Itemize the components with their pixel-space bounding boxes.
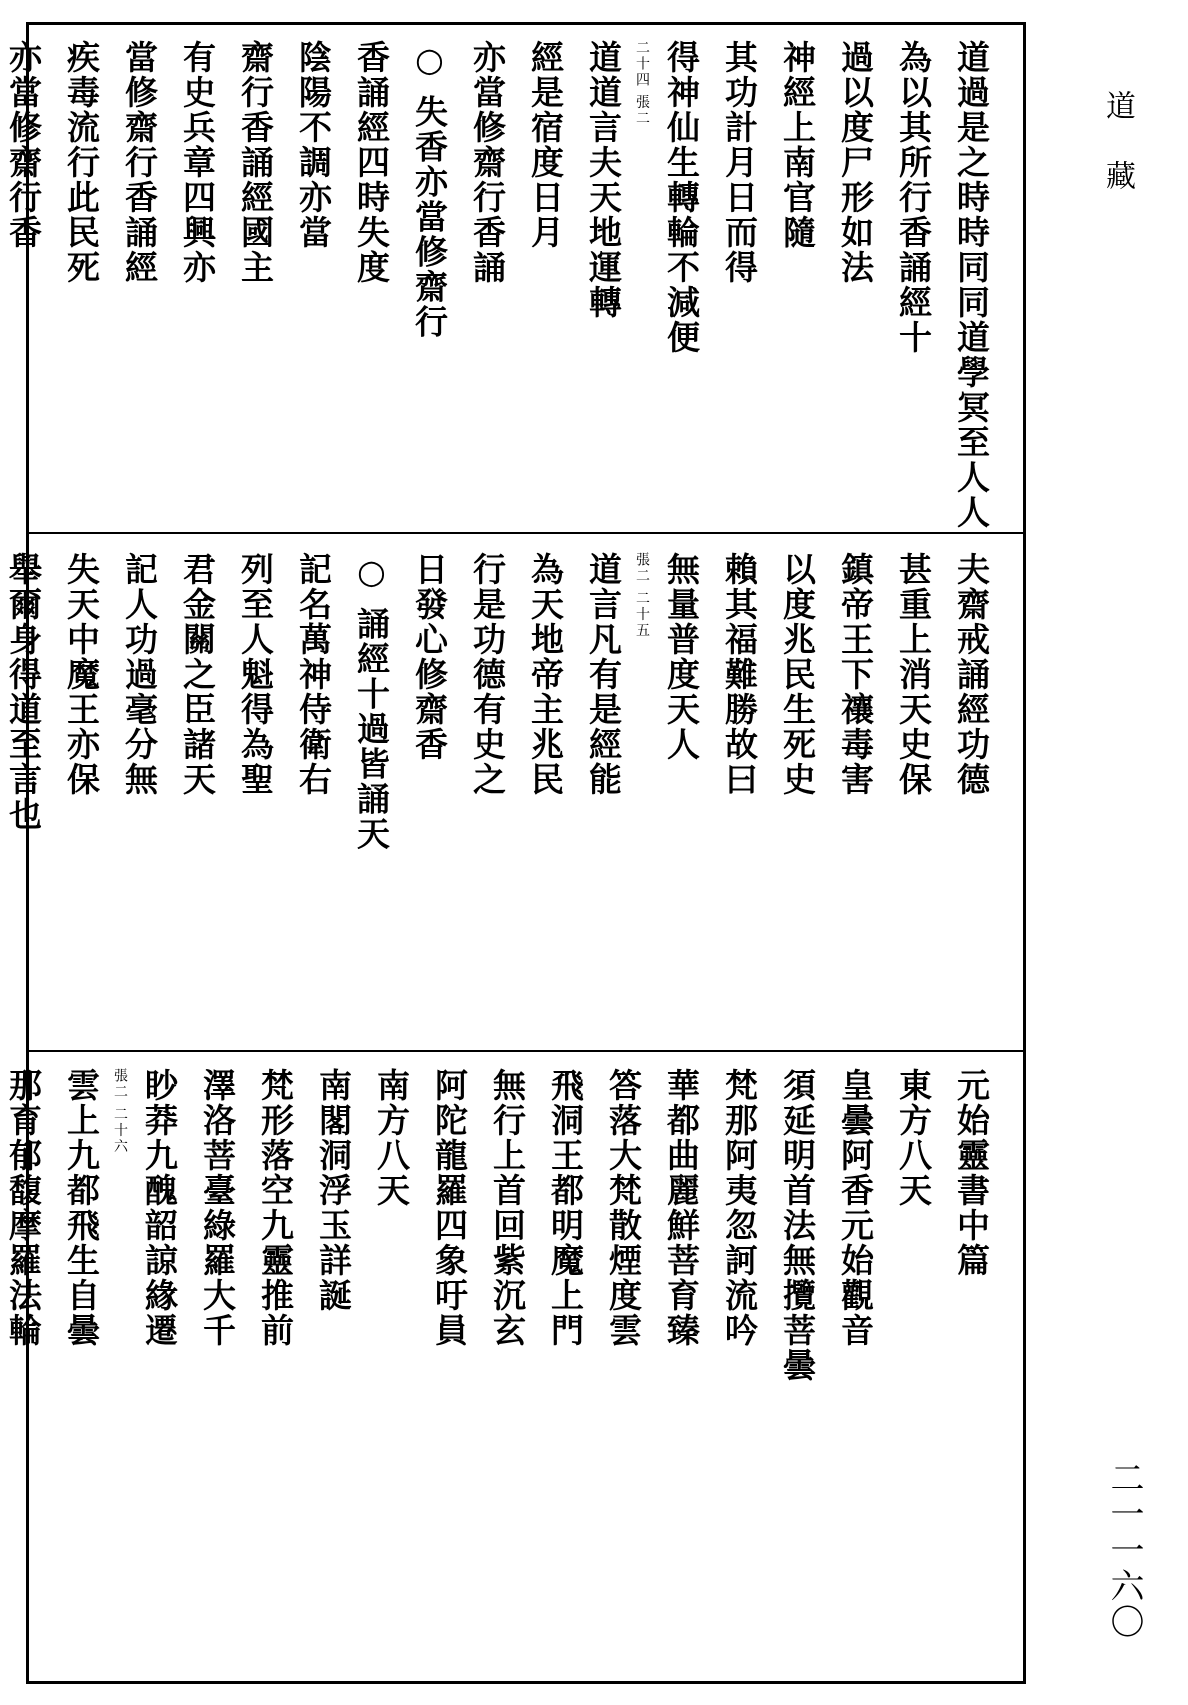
text-panel-3 bbox=[4, 1068, 1000, 1668]
text-column: ○ 誦經十過皆誦天 bbox=[352, 552, 391, 852]
text-column: 失天中魔王亦保 bbox=[62, 552, 101, 797]
text-column: 賴其福難勝故曰 bbox=[720, 552, 759, 797]
text-column: 華都曲麗鮮菩育臻 bbox=[662, 1068, 701, 1348]
text-column: 須延明首法無攬菩曇 bbox=[778, 1068, 817, 1383]
margin-title: 道藏 bbox=[1100, 90, 1135, 230]
text-column: 君金關之臣諸天 bbox=[178, 552, 217, 797]
text-column: 為以其所行香誦經十 bbox=[894, 40, 933, 355]
text-column: 鎮帝王下禳毒害 bbox=[836, 552, 875, 797]
text-column: 梵形落空九靈推前 bbox=[256, 1068, 295, 1348]
text-column: 夫齋戒誦經功德 bbox=[952, 552, 991, 797]
text-column: 南方八天 bbox=[372, 1068, 411, 1208]
folio-marker: 張二 二十五 bbox=[634, 552, 650, 639]
text-column: 疾毒流行此民死 bbox=[62, 40, 101, 285]
text-column: 陰陽不調亦當 bbox=[294, 40, 333, 250]
text-column: 那育郁馥摩羅法輪 bbox=[4, 1068, 43, 1348]
text-column: 舉爾身得道至言也 bbox=[4, 552, 43, 832]
text-column: 答落大梵散煙度雲 bbox=[604, 1068, 643, 1348]
text-column: 得神仙生轉輪不減便 bbox=[662, 40, 701, 355]
text-column: 其功計月日而得 bbox=[720, 40, 759, 285]
text-column: 道道言夫天地運轉 bbox=[584, 40, 623, 320]
text-column: 道言凡有是經能 bbox=[584, 552, 623, 797]
text-panel-1 bbox=[4, 40, 1000, 530]
text-panel-2 bbox=[4, 552, 1000, 1032]
text-column: 甚重上消天史保 bbox=[894, 552, 933, 797]
text-column: 記人功過毫分無 bbox=[120, 552, 159, 797]
text-column: 道過是之時時同同道學冥至人人 bbox=[952, 40, 991, 530]
text-column: 以度兆民生死史 bbox=[778, 552, 817, 797]
text-column: 亦當修齋行香 bbox=[4, 40, 43, 250]
text-column: 行是功德有史之 bbox=[468, 552, 507, 797]
text-column: 過以度尸形如法 bbox=[836, 40, 875, 285]
text-column: 列至人魁得為聖 bbox=[236, 552, 275, 797]
text-column: 有史兵章四興亦 bbox=[178, 40, 217, 285]
panel-divider-2 bbox=[26, 1050, 1026, 1052]
text-column: 東方八天 bbox=[894, 1068, 933, 1208]
page-number: 二一一六〇 bbox=[1104, 1460, 1144, 1640]
text-column: 皇曇阿香元始觀音 bbox=[836, 1068, 875, 1348]
text-column: 飛洞王都明魔上門 bbox=[546, 1068, 585, 1348]
text-column: 齋行香誦經國主 bbox=[236, 40, 275, 285]
panel-divider-1 bbox=[26, 532, 1026, 534]
text-column: 香誦經四時失度 bbox=[352, 40, 391, 285]
text-column: ○ 失香亦當修齋行 bbox=[410, 40, 449, 340]
folio-marker: 二十四 張二 bbox=[634, 40, 650, 127]
text-column: 當修齋行香誦經 bbox=[120, 40, 159, 285]
text-column: 無量普度天人 bbox=[662, 552, 701, 762]
text-column: 為天地帝主兆民 bbox=[526, 552, 565, 797]
text-column: 亦當修齋行香誦 bbox=[468, 40, 507, 285]
text-column: 南閣洞浮玉詳誕 bbox=[314, 1068, 353, 1313]
text-column: 雲上九都飛生自曇 bbox=[62, 1068, 101, 1348]
text-column: 梵那阿夷忽訶流吟 bbox=[720, 1068, 759, 1348]
text-column: 元始靈書中篇 bbox=[952, 1068, 991, 1278]
folio-marker: 張二 二十六 bbox=[112, 1068, 128, 1155]
text-column: 日發心修齋香 bbox=[410, 552, 449, 762]
text-column: 無行上首回紫沉玄 bbox=[488, 1068, 527, 1348]
text-column: 經是宿度日月 bbox=[526, 40, 565, 250]
text-column: 神經上南官隨 bbox=[778, 40, 817, 250]
text-column: 澤洛菩臺綠羅大千 bbox=[198, 1068, 237, 1348]
text-column: 眇莽九醜韶諒緣遷 bbox=[140, 1068, 179, 1348]
text-column: 阿陀龍羅四象吁員 bbox=[430, 1068, 469, 1348]
text-column: 記名萬神侍衛右 bbox=[294, 552, 333, 797]
